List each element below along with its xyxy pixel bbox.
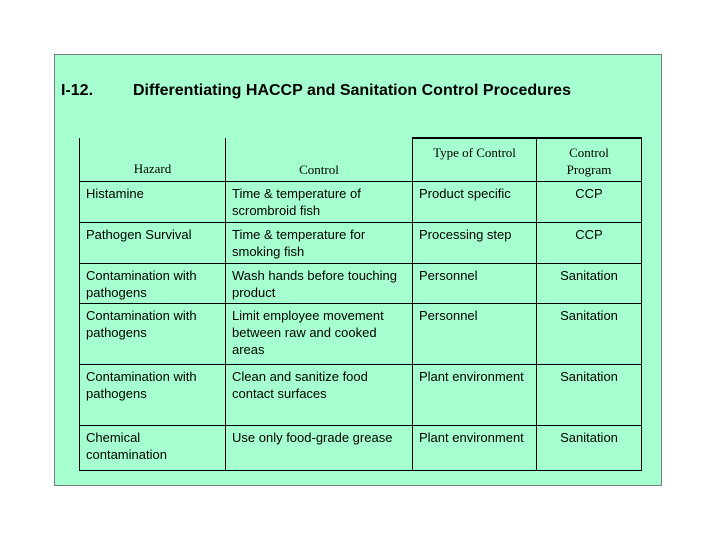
control-cell: Wash hands before touching product	[226, 263, 413, 303]
control-cell: Limit employee movement between raw and cooked areas	[226, 303, 413, 364]
control-cell: Clean and sanitize food contact surfaces	[226, 364, 413, 425]
type-cell: Personnel	[413, 303, 537, 364]
table-row	[80, 222, 642, 263]
control-cell: Use only food-grade grease	[226, 425, 413, 470]
program-cell: Sanitation	[537, 263, 642, 303]
hazard-cell: Histamine	[80, 181, 226, 222]
hazard-cell: Contamination with pathogens	[80, 263, 226, 303]
header-control: Control	[226, 138, 413, 181]
hazard-cell: Contamination with pathogens	[80, 364, 226, 425]
type-cell: Product specific	[413, 181, 537, 222]
haccp-table	[79, 137, 642, 471]
slide-title: Differentiating HACCP and Sanitation Control Procedures	[133, 82, 571, 99]
slide-number: I-12.	[61, 82, 94, 99]
type-cell: Processing step	[413, 222, 537, 263]
program-cell: Sanitation	[537, 364, 642, 425]
table-header-row	[80, 138, 642, 181]
slide-panel	[54, 54, 662, 486]
table-row	[80, 364, 642, 425]
type-cell: Plant environment	[413, 364, 537, 425]
header-hazard: Hazard	[80, 138, 226, 181]
table-row	[80, 425, 642, 470]
program-cell: CCP	[537, 222, 642, 263]
hazard-cell: Contamination with pathogens	[80, 303, 226, 364]
program-cell: CCP	[537, 181, 642, 222]
hazard-cell: Chemical contamination	[80, 425, 226, 470]
control-cell: Time & temperature of scrombroid fish	[226, 181, 413, 222]
program-cell: Sanitation	[537, 303, 642, 364]
control-cell: Time & temperature for smoking fish	[226, 222, 413, 263]
type-cell: Personnel	[413, 263, 537, 303]
program-cell: Sanitation	[537, 425, 642, 470]
header-control-program: Control Program	[537, 138, 642, 181]
table-row	[80, 263, 642, 303]
table-row	[80, 181, 642, 222]
hazard-cell: Pathogen Survival	[80, 222, 226, 263]
type-cell: Plant environment	[413, 425, 537, 470]
table-row	[80, 303, 642, 364]
header-type-of-control: Type of Control	[413, 138, 537, 181]
